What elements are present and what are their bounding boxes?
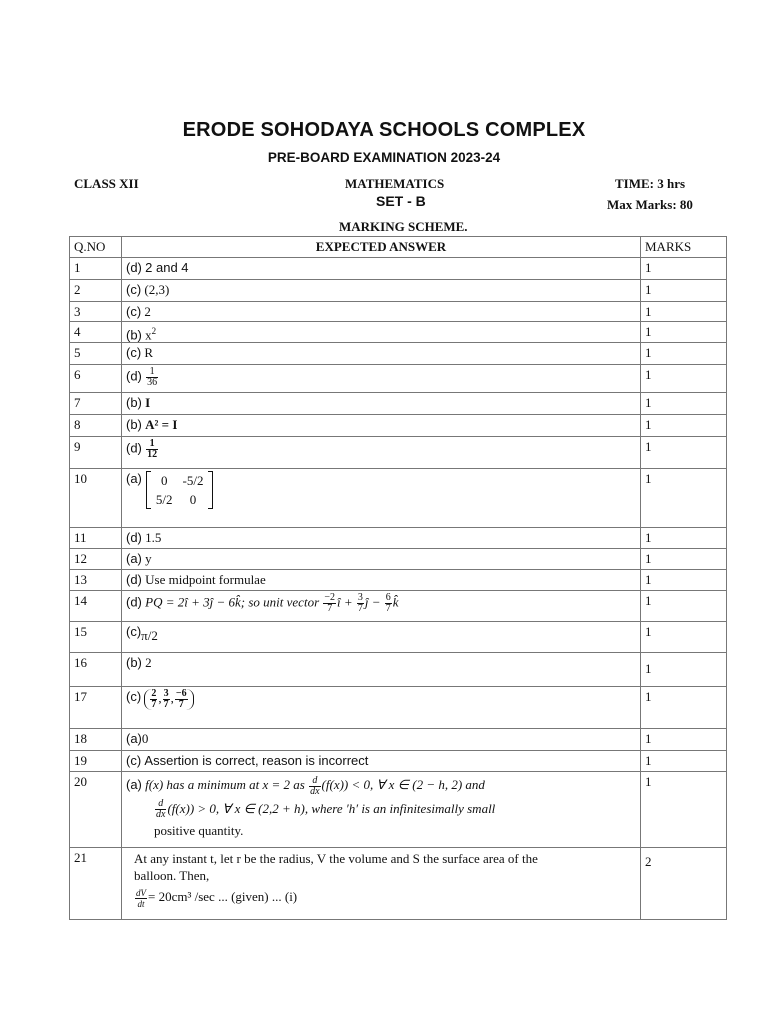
table-row [70, 415, 727, 437]
answer-table [69, 236, 727, 920]
answer-text: = 20cm³ /sec ... (given) ... (i) [148, 889, 298, 905]
marks-cell: 1 [641, 570, 727, 591]
answer-cell [122, 469, 641, 528]
marks-cell: 1 [641, 258, 727, 280]
answer-text: y [145, 551, 152, 567]
table-header-row [70, 237, 727, 258]
answer-cell [122, 322, 641, 343]
option-label: (a) [126, 551, 142, 567]
qno-cell: 21 [70, 848, 122, 920]
fraction-i: $\frac{-2}{7}$ [324, 592, 336, 615]
table-row [70, 570, 727, 591]
answer-text: 1.5 [145, 530, 162, 546]
option-label: (b) [126, 395, 142, 411]
qno-cell: 6 [70, 365, 122, 393]
marks-cell: 1 [641, 469, 727, 528]
school-title: ERODE SOHODAYA SCHOOLS COMPLEX [182, 119, 586, 141]
option-label: (c) [126, 345, 142, 361]
answer-superscript: 2 [151, 326, 157, 336]
answer-cell [122, 302, 641, 322]
qno-cell: 14 [70, 591, 122, 622]
answer-text: k̂ [392, 594, 399, 610]
answer-cell: (a) f(x) has a minimum at x = 2 as $\frac{d}{dx}$ (f(x)) < 0, ∀ x ∈ (2 − h, 2) and $\frac{d}{dx}$ (f(x)) > 0, ∀ x ∈ (2,2 + h), where ′h′ is an infinitesimally small positive quantity. [122, 772, 641, 848]
answer-text: 2 [144, 304, 151, 319]
answer-cell [122, 549, 641, 570]
answer-text: At any instant t, let r be the radius, V the volume and S the surface area of the [134, 851, 538, 867]
qno-cell: 3 [70, 302, 122, 322]
qno-cell: 7 [70, 393, 122, 415]
answer-matrix: 0 -5/2 5/2 0 [146, 471, 214, 509]
fraction-j: $\frac{3}{7}$ [357, 592, 363, 615]
marks-header: MARKS [641, 237, 727, 258]
scheme-label: MARKING SCHEME. [339, 219, 468, 234]
qno-cell: 9 [70, 437, 122, 469]
table-row [70, 528, 727, 549]
option-label: (b) [126, 655, 142, 671]
qno-cell: 18 [70, 729, 122, 751]
option-label: (d) [126, 368, 142, 384]
answer-cell [122, 591, 641, 622]
marks-cell: 1 [641, 322, 727, 343]
qno-cell: 12 [70, 549, 122, 570]
answer-fraction: $\frac{1}{12}$ [147, 438, 158, 461]
answer-cell: At any instant t, let r be the radius, V the volume and S the surface area of the balloon. Then, $\frac{dV}{dt}$ = 20cm³ /sec ... (given) ... (i) [122, 848, 641, 920]
answer-text: balloon. Then, [134, 868, 210, 884]
marks-cell: 1 [641, 653, 727, 687]
marks-cell: 1 [641, 437, 727, 469]
answer-text: 2 [145, 655, 152, 671]
option-label: (c) [126, 689, 142, 705]
answer-text: (f(x)) < 0, ∀ x ∈ (2 − h, 2) and [321, 777, 485, 793]
marks-cell: 1 [641, 528, 727, 549]
marks-cell: 1 [641, 729, 727, 751]
option-label: (a) [126, 777, 142, 793]
qno-cell: 19 [70, 751, 122, 772]
option-label: (d) [126, 260, 142, 275]
qno-cell: 13 [70, 570, 122, 591]
qno-cell: 15 [70, 622, 122, 653]
marks-cell: 1 [641, 365, 727, 393]
answer-header: EXPECTED ANSWER [122, 237, 641, 258]
table-row [70, 365, 727, 393]
option-label: (c) [126, 753, 142, 769]
answer-cell [122, 729, 641, 751]
table-row [70, 280, 727, 302]
option-label: (b) [126, 417, 142, 433]
option-label: (c) [126, 282, 142, 297]
marks-cell: 2 [641, 848, 727, 920]
answer-cell [122, 687, 641, 729]
answer-cell [122, 258, 641, 280]
marks-cell: 1 [641, 622, 727, 653]
answer-text: ĵ − [364, 594, 381, 610]
table-row [70, 549, 727, 570]
table-row [70, 751, 727, 772]
table-row [70, 343, 727, 365]
answer-cell [122, 280, 641, 302]
answer-text: Use midpoint formulae [145, 572, 266, 588]
qno-header: Q.NO [70, 237, 122, 258]
answer-text: (f(x)) > 0, ∀ x ∈ (2,2 + h), where ′h′ is an infinitesimally small [167, 800, 496, 816]
table-row [70, 322, 727, 343]
qno-cell: 5 [70, 343, 122, 365]
answer-text: I [145, 395, 151, 411]
option-label: (d) [126, 530, 142, 546]
marks-cell: 1 [641, 751, 727, 772]
answer-cell [122, 343, 641, 365]
qno-cell: 8 [70, 415, 122, 437]
option-label: (a) [126, 471, 142, 487]
subject-label: MATHEMATICS [345, 176, 445, 191]
option-label: (c) [126, 304, 142, 319]
table-row [70, 393, 727, 415]
qno-cell: 2 [70, 280, 122, 302]
table-row [70, 772, 727, 848]
table-row [70, 469, 727, 528]
qno-cell: 1 [70, 258, 122, 280]
answer-text: PQ = 2î + 3ĵ − 6k̂; so unit vector [145, 594, 320, 610]
answer-text: π/2 [141, 628, 158, 644]
class-label: CLASS XII [74, 176, 139, 191]
answer-cell [122, 653, 641, 687]
marks-cell: 1 [641, 280, 727, 302]
answer-cell [122, 393, 641, 415]
marks-cell: 1 [641, 302, 727, 322]
option-label: (d) [126, 440, 142, 456]
marks-cell: 1 [641, 591, 727, 622]
answer-text: Assertion is correct, reason is incorrect [144, 753, 369, 769]
answer-text: x [145, 327, 152, 343]
option-label: (b) [126, 327, 142, 343]
set-label: SET - B [376, 193, 426, 209]
table-row [70, 258, 727, 280]
qno-cell: 20 [70, 772, 122, 848]
table-row [70, 622, 727, 653]
answer-text: positive quantity. [154, 822, 244, 838]
answer-cell [122, 528, 641, 549]
marks-cell: 1 [641, 687, 727, 729]
answer-tuple: $\frac{2}{7}$ , $\frac{3}{7}$ , $\frac{-6}{7}$ [144, 689, 193, 710]
marks-cell: 1 [641, 343, 727, 365]
answer-cell [122, 622, 641, 653]
answer-text: f(x) has a minimum at x = 2 as [145, 777, 305, 793]
answer-text: A² = I [145, 417, 178, 433]
qno-cell: 10 [70, 469, 122, 528]
option-label: (d) [126, 572, 142, 588]
table-row [70, 302, 727, 322]
marks-cell: 1 [641, 772, 727, 848]
max-marks-label: Max Marks: 80 [607, 197, 693, 212]
answer-cell [122, 751, 641, 772]
table-row [70, 591, 727, 622]
table-row [70, 437, 727, 469]
qno-cell: 17 [70, 687, 122, 729]
answer-cell [122, 365, 641, 393]
qno-cell: 4 [70, 322, 122, 343]
answer-text: (2,3) [144, 282, 170, 297]
time-label: TIME: 3 hrs [615, 176, 686, 191]
answer-text: 0 [141, 731, 149, 747]
option-label: (c) [126, 624, 142, 640]
answer-text: î + [337, 594, 353, 610]
answer-cell [122, 570, 641, 591]
answer-fraction: $\frac{1}{36}$ [147, 366, 158, 389]
option-label: (d) [126, 594, 142, 610]
answer-cell [122, 437, 641, 469]
answer-cell [122, 415, 641, 437]
marks-cell: 1 [641, 393, 727, 415]
answer-text: 2 and 4 [145, 260, 189, 275]
marks-cell: 1 [641, 415, 727, 437]
fraction-k: $\frac{6}{7}$ [385, 592, 391, 615]
answer-text: R [144, 345, 154, 361]
exam-subtitle: PRE-BOARD EXAMINATION 2023-24 [267, 150, 501, 165]
table-row [70, 729, 727, 751]
table-row [70, 848, 727, 920]
option-label: (a) [126, 731, 142, 747]
table-row [70, 687, 727, 729]
marks-cell: 1 [641, 549, 727, 570]
table-row [70, 653, 727, 687]
qno-cell: 16 [70, 653, 122, 687]
qno-cell: 11 [70, 528, 122, 549]
